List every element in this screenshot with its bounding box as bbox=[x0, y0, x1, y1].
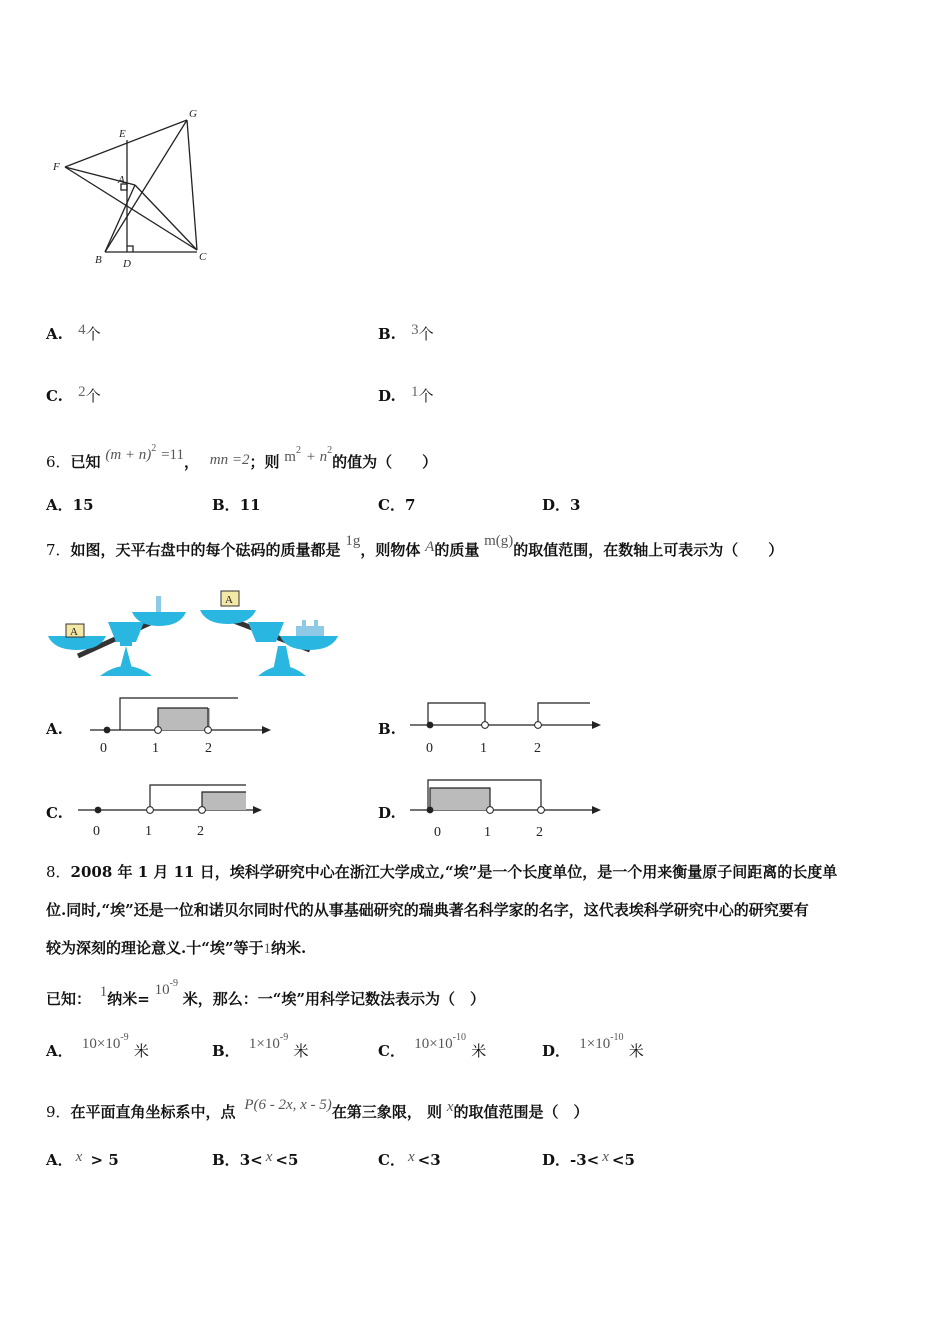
balance-scales-figure bbox=[48, 588, 340, 680]
q9-option-d[interactable]: D．-3< x <5 bbox=[542, 1149, 635, 1169]
q7-option-d-numberline[interactable] bbox=[410, 776, 610, 843]
balance-right bbox=[200, 591, 338, 676]
q5-option-b[interactable]: B. 3个 bbox=[378, 322, 434, 343]
q6-option-b[interactable]: B．11 bbox=[212, 496, 261, 514]
segment-fg bbox=[65, 120, 187, 167]
label-f: F bbox=[53, 161, 60, 173]
right-angle-d bbox=[127, 246, 133, 252]
segment-gc bbox=[187, 120, 197, 250]
segment-gb bbox=[105, 120, 187, 252]
q8-line-4: 已知： 1纳米= $10^{-9}$ 米，那么：一“埃”用科学记数法表示为（ ） bbox=[46, 978, 486, 1008]
q6-option-d[interactable]: D．3 bbox=[542, 496, 581, 514]
tick-0: 0 bbox=[100, 741, 107, 756]
label-b: B bbox=[95, 254, 102, 266]
q7-option-b-numberline[interactable] bbox=[410, 695, 610, 760]
tick-2: 2 bbox=[534, 741, 541, 756]
tick-0: 0 bbox=[93, 824, 100, 839]
q7-option-d-label[interactable]: D. bbox=[378, 804, 396, 822]
q8-line-3: 较为深刻的理论意义.十“埃”等于1纳米. bbox=[46, 939, 307, 957]
q8-option-c[interactable]: C． $10\times 10^{-10}$ 米 bbox=[378, 1032, 487, 1060]
q8-option-d[interactable]: D． $1\times 10^{-10}$ 米 bbox=[542, 1032, 644, 1060]
tick-0: 0 bbox=[426, 741, 433, 756]
q6-stem: 6．已知 $(m + n)^2 =11$， mn =2；则 $m^2 + n^2$的值为（ ） bbox=[46, 443, 438, 471]
q7-option-c-label[interactable]: C. bbox=[46, 804, 63, 822]
q7-stem: 7．如图，天平右盘中的每个砝码的质量都是 1g，则物体 A的质量 m(g)的取值范围，在数轴上可表示为（ ） bbox=[46, 533, 784, 559]
q6-option-a[interactable]: A．15 bbox=[46, 496, 94, 514]
scale-left-label: A bbox=[70, 626, 78, 638]
q8-line-2: 位.同时,“埃”还是一位和诺贝尔同时代的从事基础研究的瑞典著名科学家的名字，这代表埃科学研究中心的研究要有 bbox=[46, 901, 809, 919]
tick-1: 1 bbox=[480, 741, 487, 756]
q9-stem: 9．在平面直角坐标系中，点 P(6 - 2x, x - 5)在第三象限， 则 x的取值范围是（ ） bbox=[46, 1097, 589, 1121]
balance-left bbox=[48, 596, 186, 676]
q8-option-a[interactable]: A． $10\times 10^{-9}$ 米 bbox=[46, 1032, 149, 1060]
q9-option-b[interactable]: B．3< x <5 bbox=[212, 1149, 299, 1169]
label-g: G bbox=[189, 108, 197, 120]
q7-option-a-numberline[interactable] bbox=[90, 690, 280, 760]
tick-2: 2 bbox=[536, 825, 543, 840]
q6-option-c[interactable]: C．7 bbox=[378, 496, 416, 514]
tick-2: 2 bbox=[197, 824, 204, 839]
q5-option-d[interactable]: D. 1个 bbox=[378, 384, 434, 405]
tick-1: 1 bbox=[145, 824, 152, 839]
q7-option-a-label[interactable]: A. bbox=[46, 720, 63, 738]
q5-option-c[interactable]: C. 2个 bbox=[46, 384, 101, 405]
tick-1: 1 bbox=[152, 741, 159, 756]
segment-fc bbox=[65, 167, 197, 250]
q8-option-b[interactable]: B． $1\times 10^{-9}$ 米 bbox=[212, 1032, 309, 1060]
scale-right-label: A bbox=[225, 594, 233, 606]
label-d: D bbox=[123, 258, 131, 270]
label-a: A bbox=[118, 174, 125, 186]
q7-option-b-label[interactable]: B. bbox=[378, 720, 396, 738]
label-e: E bbox=[119, 128, 126, 140]
label-c: C bbox=[199, 251, 207, 263]
q7-option-c-numberline[interactable] bbox=[78, 778, 273, 843]
tick-1: 1 bbox=[484, 825, 491, 840]
q8-line-1: 8．2008 年 1 月 11 日，埃科学研究中心在浙江大学成立,“埃”是一个长度单位，是一个用来衡量原子间距离的长度单 bbox=[46, 863, 838, 881]
geometry-figure bbox=[45, 100, 225, 275]
tick-0: 0 bbox=[434, 825, 441, 840]
q9-option-a[interactable]: A． x > 5 bbox=[46, 1149, 119, 1169]
q5-option-a[interactable]: A. 4个 bbox=[46, 322, 101, 343]
tick-2: 2 bbox=[205, 741, 212, 756]
q9-option-c[interactable]: C． x <3 bbox=[378, 1149, 441, 1169]
